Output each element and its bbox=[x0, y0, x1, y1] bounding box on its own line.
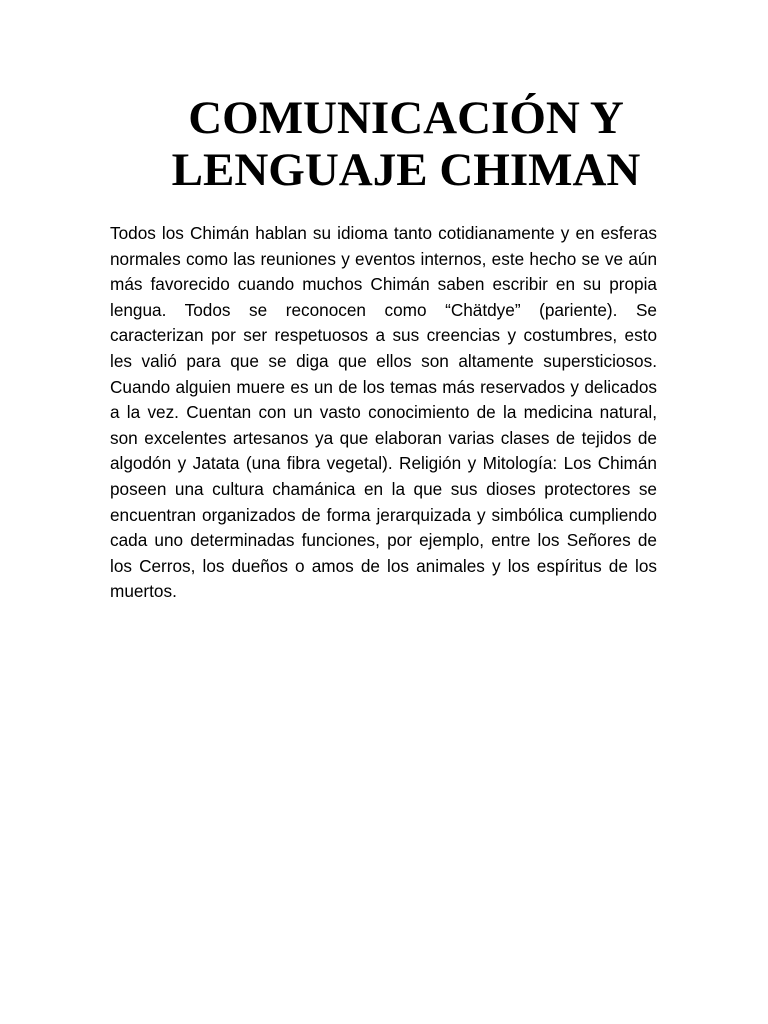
document-title bbox=[100, 92, 712, 196]
title-line-1: COMUNICACIÓN Y bbox=[188, 92, 624, 144]
body-paragraph: Todos los Chimán hablan su idioma tanto cotidianamente y en esferas normales como las reuniones y eventos internos, este hecho se ve aún más favorecido cuando muchos Chimán saben escribir en su propia lengua. Todos se reconocen como “Chätdye” (pariente). Se caracterizan por ser respetuosos a sus creencias y costumbres, esto les valió para que se diga que ellos son altamente supersticiosos. Cuando alguien muere es un de los temas más reservados y delicados a la vez. Cuentan con un vasto conocimiento de la medicina natural, son excelentes artesanos ya que elaboran varias clases de tejidos de algodón y Jatata (una fibra vegetal). Religión y Mitología: Los Chimán poseen una cultura chamánica en la que sus dioses protectores se encuentran organizados de forma jerarquizada y simbólica cumpliendo cada uno determinadas funciones, por ejemplo, entre los Señores de los Cerros, los dueños o amos de los animales y los espíritus de los muertos. bbox=[110, 223, 657, 602]
title-line-2: LENGUAJE CHIMAN bbox=[171, 144, 641, 196]
